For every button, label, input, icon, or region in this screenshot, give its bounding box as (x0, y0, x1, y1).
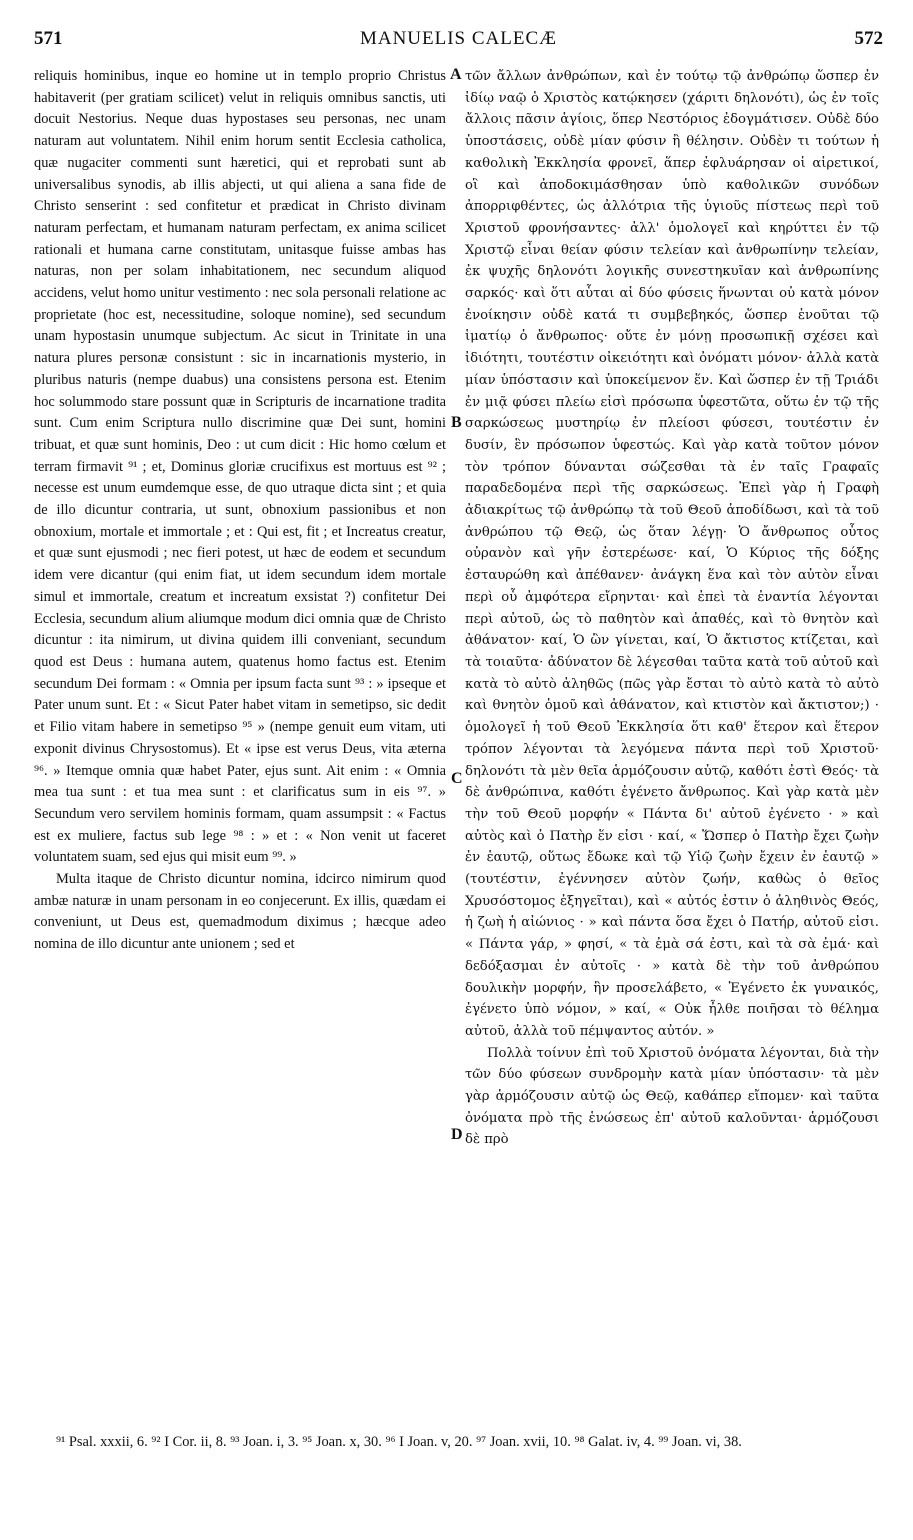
footnote-references: ⁹¹ Psal. xxxii, 6. ⁹² I Cor. ii, 8. ⁹³ Joan. i, 3. ⁹⁵ Joan. x, 30. ⁹⁶ I Joan. v, 20. ⁹⁷ Joan. xvii, 10. ⁹⁸ Galat. iv, 4. ⁹⁹ Joan. vi, 38. (56, 1434, 742, 1450)
page-number-left: 571 (34, 28, 63, 49)
page-number-right: 572 (854, 28, 883, 49)
section-marker-d: D (451, 1126, 463, 1143)
latin-paragraph-1: reliquis hominibus, inque eo homine ut in templo proprio Christus habitaverit (per gratiam scilicet) velut in reliquis omnibus sanctis, uti docuit Nestorius. Neque duas hypostases seu personas, nec unam naturam aut voluntatem. Nihil enim horum sentit Ecclesia catholica, quæ nugaciter commenti sunt hæretici, qui et reprobati sunt ab universalibus synodis, ab illis abjecti, ut qui aliena a sana fide de Christo senserint : sed confitetur et prædicat in Christo divinam naturam perfectam, et humanam naturam perfectam, ex anima scilicet rationali et humana carne constitutam, unitasque fuisse ambas has naturas, non per solam inhabitationem, nec secundum aliquod accidens, velut homo unitur vestimento : nec sola personali relatione ac proprietate (hoc est, necessitudine, soloque nomine), sed secundum unam hypostasin unumque subjectum. Ac sicut in Trinitate in una natura plures personæ consistunt : sic in incarnationis mysterio, in pluribus naturis (nempe duabus) una consistens persona est. Etenim hoc solummodo stare possunt quæ in Scripturis de incarnatione tradita sunt. Cum enim Scriptura nullo discrimine quæ Dei sunt, homini tribuat, et quæ sunt hominis, Deo : ut cum dicit : Hic homo cœlum et terram firmavit ⁹¹ ; et, Dominus gloriæ crucifixus est mortuus est ⁹² ; necesse est unum eumdemque esse, de quo utraque dicta sint ; et quia de illo dicuntur contraria, ut sunt, obnoxium passionibus et non obnoxium, mortale et immortale ; et : Qui est, fit ; et Increatus creatur, et quæ sunt ejusmodi ; nec fieri potest, ut hæc de eodem et secundum idem vere dicantur (qui enim fiat, ut idem secundum idem mortale simul et immortale, creatum et increatum exsistat ?) confitetur Dei Ecclesia, secundum alium aliumque modum dici omnia quæ de Christo dicuntur : ita nimirum, ut divina quidem illi conveniant, secundum quod est Deus : humana autem, quatenus homo factus est. Etenim secundum Dei formam : « Omnia per ipsum facta sunt ⁹³ : » ipseque et Pater unum sunt. Et : « Sicut Pater habet vitam in semetipso, sic dedit et Filio vitam habere in semetipso ⁹⁵ » (nempe genuit eum vitam, uti exponit divinus Chrysostomus). Et « ipse est verus Deus, vita æterna ⁹⁶. » Itemque omnia quæ habet Pater, ejus sunt. Ait enim : « Omnia mea tua sunt : et tua mea sunt : et clarificatus sum in eis ⁹⁷. » Secundum vero servilem hominis formam, quam assumpsit : « Factus est ex muliere, factus sub lege ⁹⁸ : » et : « Non venit ut faceret voluntatem suam, sed ejus qui misit eum ⁹⁹. » (34, 68, 446, 866)
latin-column (34, 66, 446, 956)
greek-paragraph-1: τῶν ἄλλων ἀνθρώπων, καὶ ἐν τούτῳ τῷ ἀνθρώπῳ ὥσπερ ἐν ἰδίῳ ναῷ ὁ Χριστὸς κατῴκησεν (χάριτι δηλονότι), ὡς ἐν τοῖς ἄλλοις πᾶσιν ἁγίοις, ὅπερ Νεστόριος ἐδογμάτισεν. Οὐδὲ δύο ὑποστάσεις, οὐδὲ μίαν φύσιν ἢ θέλησιν. Οὐδὲν τι τούτων ἡ καθολικὴ Ἐκκλησία φρονεῖ, ἅπερ ἐφλυάρησαν οἱ αἱρετικοί, οἳ καὶ ἀποδοκιμάσθησαν ὑπὸ καθολικῶν συνόδων ἀπορριφθέντες, ὡς ἀλλότρια τῆς ὑγιοῦς πίστεως περὶ τοῦ Χριστοῦ φρονήσαντες· ἀλλ' ὁμολογεῖ καὶ κηρύττει ἐν τῷ Χριστῷ εἶναι θείαν φύσιν τελείαν καὶ ἀνθρωπίνην τελείαν, ἐκ ψυχῆς δηλονότι λογικῆς συνεστηκυῖαν καὶ ἀνθρωπίνης σαρκός· καὶ ὅτι αὗται αἱ δύο φύσεις ἥνωνται οὐ κατὰ μόνον ἐνοίκησιν οὐδὲ κατά τι συμβεβηκός, ὥσπερ ἑνοῦται τῷ ἱματίῳ ὁ ἄνθρωπος· οὔτε ἐν μόνῃ προσωπικῇ σχέσει καὶ ἰδιότητι, τουτέστιν οἰκειότητι καὶ ὀνόματι μόνον· ἀλλὰ κατὰ μίαν ὑπόστασιν καὶ ὑποκείμενον ἕν. Καὶ ὥσπερ ἐν τῇ Τριάδι ἐν μιᾷ φύσει πλείω εἰσὶ πρόσωπα ὑφεστῶτα, οὕτω ἐν τῷ τῆς σαρκώσεως μυστηρίῳ ἐν πλείοσι φύσεσι, τουτέστιν ἐν δυσίν, ἓν πρόσωπον ὑφεστώς. Καὶ γὰρ κατὰ τοῦτον μόνον τὸν τρόπον δύνανται σώζεσθαι τὰ ἐν ταῖς Γραφαῖς παραδεδομένα περὶ τῆς σαρκώσεως. Ἐπεὶ γὰρ ἡ Γραφὴ ἀδιακρίτως τῷ ἀνθρώπῳ τὰ τοῦ Θεοῦ ἀποδίδωσι, καὶ τὰ τοῦ ἀνθρώπου τῷ Θεῷ, ὡς ὅταν λέγῃ· Ὁ ἄνθρωπος οὗτος οὐρανὸν καὶ γῆν ἐστερέωσε· καί, Ὁ Κύριος τῆς δόξης ἐσταυρώθη καὶ ἀπέθανεν· ἀνάγκη ἕνα καὶ τὸν αὐτὸν εἶναι περὶ οὗ ἀμφότερα εἴρηνται· καὶ ἐπεὶ τὰ ἐναντία λέγονται περὶ αὐτοῦ, ὡς τὸ παθητὸν καὶ ἀπαθές, καὶ τὸ θνητὸν καὶ ἀθάνατον· καί, Ὁ ὢν γίνεται, καί, Ὁ ἄκτιστος κτίζεται, καὶ τὰ τοιαῦτα· ἀδύνατον δὲ λέγεσθαι ταῦτα κατὰ τοῦ αὐτοῦ καὶ κατὰ τὸ αὐτὸ ἀληθῶς (πῶς γὰρ ἔσται τὸ αὐτὸ κατὰ τὸ αὐτὸ καὶ θνητὸν ὁμοῦ καὶ ἀθάνατον, καὶ κτιστὸν καὶ ἄκτιστον;) · ὁμολογεῖ ἡ τοῦ Θεοῦ Ἐκκλησία ὅτι καθ' ἕτερον καὶ ἕτερον τρόπον λέγονται τὰ λεγόμενα πάντα περὶ τοῦ Χριστοῦ· δηλονότι τὰ μὲν θεῖα ἁρμόζουσιν αὐτῷ, καθότι ἐστὶ Θεός· τὰ δὲ ἀνθρώπινα, καθότι ἐγένετο ἄνθρωπος. Καὶ γὰρ κατὰ μὲν τὴν τοῦ Θεοῦ μορφήν « Πάντα δι' αὐτοῦ ἐγένετο · » καὶ αὐτὸς καὶ ὁ Πατὴρ ἕν εἰσι · καί, « Ὥσπερ ὁ Πατὴρ ἔχει ζωὴν ἐν ἑαυτῷ, οὕτως ἔδωκε καὶ τῷ Υἱῷ ζωὴν ἔχειν ἐν ἑαυτῷ » (τουτέστιν, ἐγέννησεν αὐτὸν ζωήν, καθὼς ὁ θεῖος Χρυσόστομος ἐξηγεῖται), καὶ « αὐτός ἐστιν ὁ ἀληθινὸς Θεός, ἡ ζωὴ ἡ αἰώνιος · » καὶ πάντα ὅσα ἔχει ὁ Πατήρ, αὐτοῦ εἰσι. « Πάντα γάρ, » φησί, « τὰ ἐμὰ σά ἐστι, καὶ τὰ σὰ ἐμά· καὶ δεδόξασμαι ἐν αὐτοῖς · » κατὰ δὲ τὴν τοῦ ἀνθρώπου δουλικὴν μορφήν, ἣν προσελάβετο, « Ἐγένετο ἐκ γυναικός, ἐγένετο ὑπὸ νόμον, » καί, « Οὐκ ἦλθε ποιῆσαι τὸ θέλημα αὐτοῦ, ἀλλὰ τοῦ πέμψαντος αὐτόν. » (465, 69, 879, 1039)
section-marker-c: C (451, 770, 463, 787)
running-title: MANUELIS CALECÆ (359, 28, 558, 49)
footnotes (34, 1432, 879, 1453)
section-marker-b: B (451, 414, 462, 431)
greek-column (465, 66, 879, 1151)
greek-paragraph-2: Πολλὰ τοίνυν ἐπὶ τοῦ Χριστοῦ ὀνόματα λέγονται, διὰ τὴν τῶν δύο φύσεων συνδρομὴν κατὰ μίαν ὑπόστασιν· τὰ μὲν γὰρ ἁρμόζουσιν αὐτῷ ὡς Θεῷ, καθάπερ εἴπομεν· καὶ ταῦτα ὀνόματα πρὸ τῆς ἑνώσεως ἐπ' αὐτοῦ καλοῦνται· ἁρμόζουσι δὲ πρὸ (465, 1045, 879, 1148)
section-marker-a: A (450, 66, 462, 83)
latin-paragraph-2: Multa itaque de Christo dicuntur nomina, idcirco nimirum quod ambæ naturæ in unam personam in eo conjecerunt. Ex illis, quædam ei conveniunt, ut Deus est, quemadmodum diximus ; hæcque adeo nomina de illo dicuntur ante unionem ; sed et (34, 871, 446, 953)
running-header (34, 28, 883, 56)
